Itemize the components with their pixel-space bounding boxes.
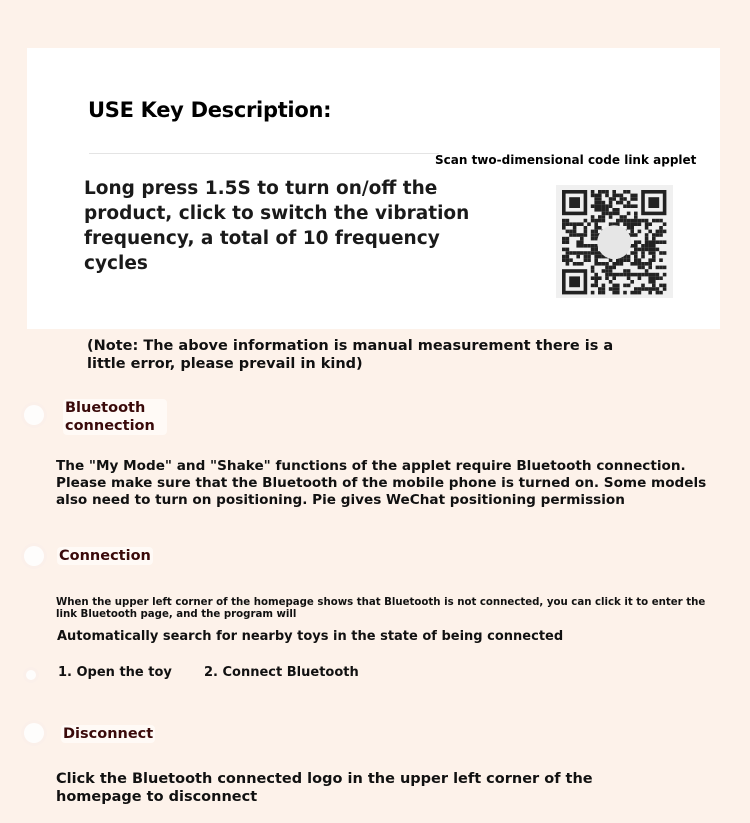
section-heading-bluetooth: Bluetooth connection xyxy=(63,399,167,435)
connection-description: Automatically search for nearby toys in the state of being connected xyxy=(57,629,564,644)
measurement-note: (Note: The above information is manual measurement there is a little error, please prevail in kind) xyxy=(87,338,614,372)
section-heading-disconnect: Disconnect xyxy=(63,726,154,742)
qr-finder-pattern xyxy=(641,190,666,215)
divider xyxy=(89,153,439,154)
section-heading-connection: Connection xyxy=(59,548,151,564)
step-connect-bluetooth: 2. Connect Bluetooth xyxy=(204,665,359,680)
key-description-text: Long press 1.5S to turn on/off the product, click to switch the vibration frequency, a total of 10 frequency cycles xyxy=(84,178,470,274)
key-description-card xyxy=(27,48,720,329)
disconnect-description: Click the Bluetooth connected logo in the upper left corner of the homepage to disconnect xyxy=(56,771,593,805)
bullet-icon xyxy=(24,723,44,743)
qr-code-graphic xyxy=(556,185,673,298)
step-open-toy: 1. Open the toy xyxy=(58,665,172,680)
bluetooth-description: The "My Mode" and "Shake" functions of the applet require Bluetooth connection. Please make sure that the Bluetooth of the mobile phone is turned on. Some models also need to turn on positioning. Pie gives WeChat positioning permission xyxy=(56,458,707,508)
qr-finder-pattern xyxy=(562,190,587,215)
connection-description-small: When the upper left corner of the homepage shows that Bluetooth is not connected, you can click it to enter the link Bluetooth page, and the program will xyxy=(56,597,706,620)
card-title: USE Key Description: xyxy=(88,98,332,122)
bullet-icon xyxy=(26,670,36,680)
bullet-icon xyxy=(24,405,44,425)
bullet-icon xyxy=(24,546,44,566)
qr-center-logo xyxy=(597,225,631,259)
qr-caption: Scan two-dimensional code link applet xyxy=(435,153,697,167)
qr-code-icon[interactable] xyxy=(556,185,673,298)
qr-finder-pattern xyxy=(562,269,587,294)
